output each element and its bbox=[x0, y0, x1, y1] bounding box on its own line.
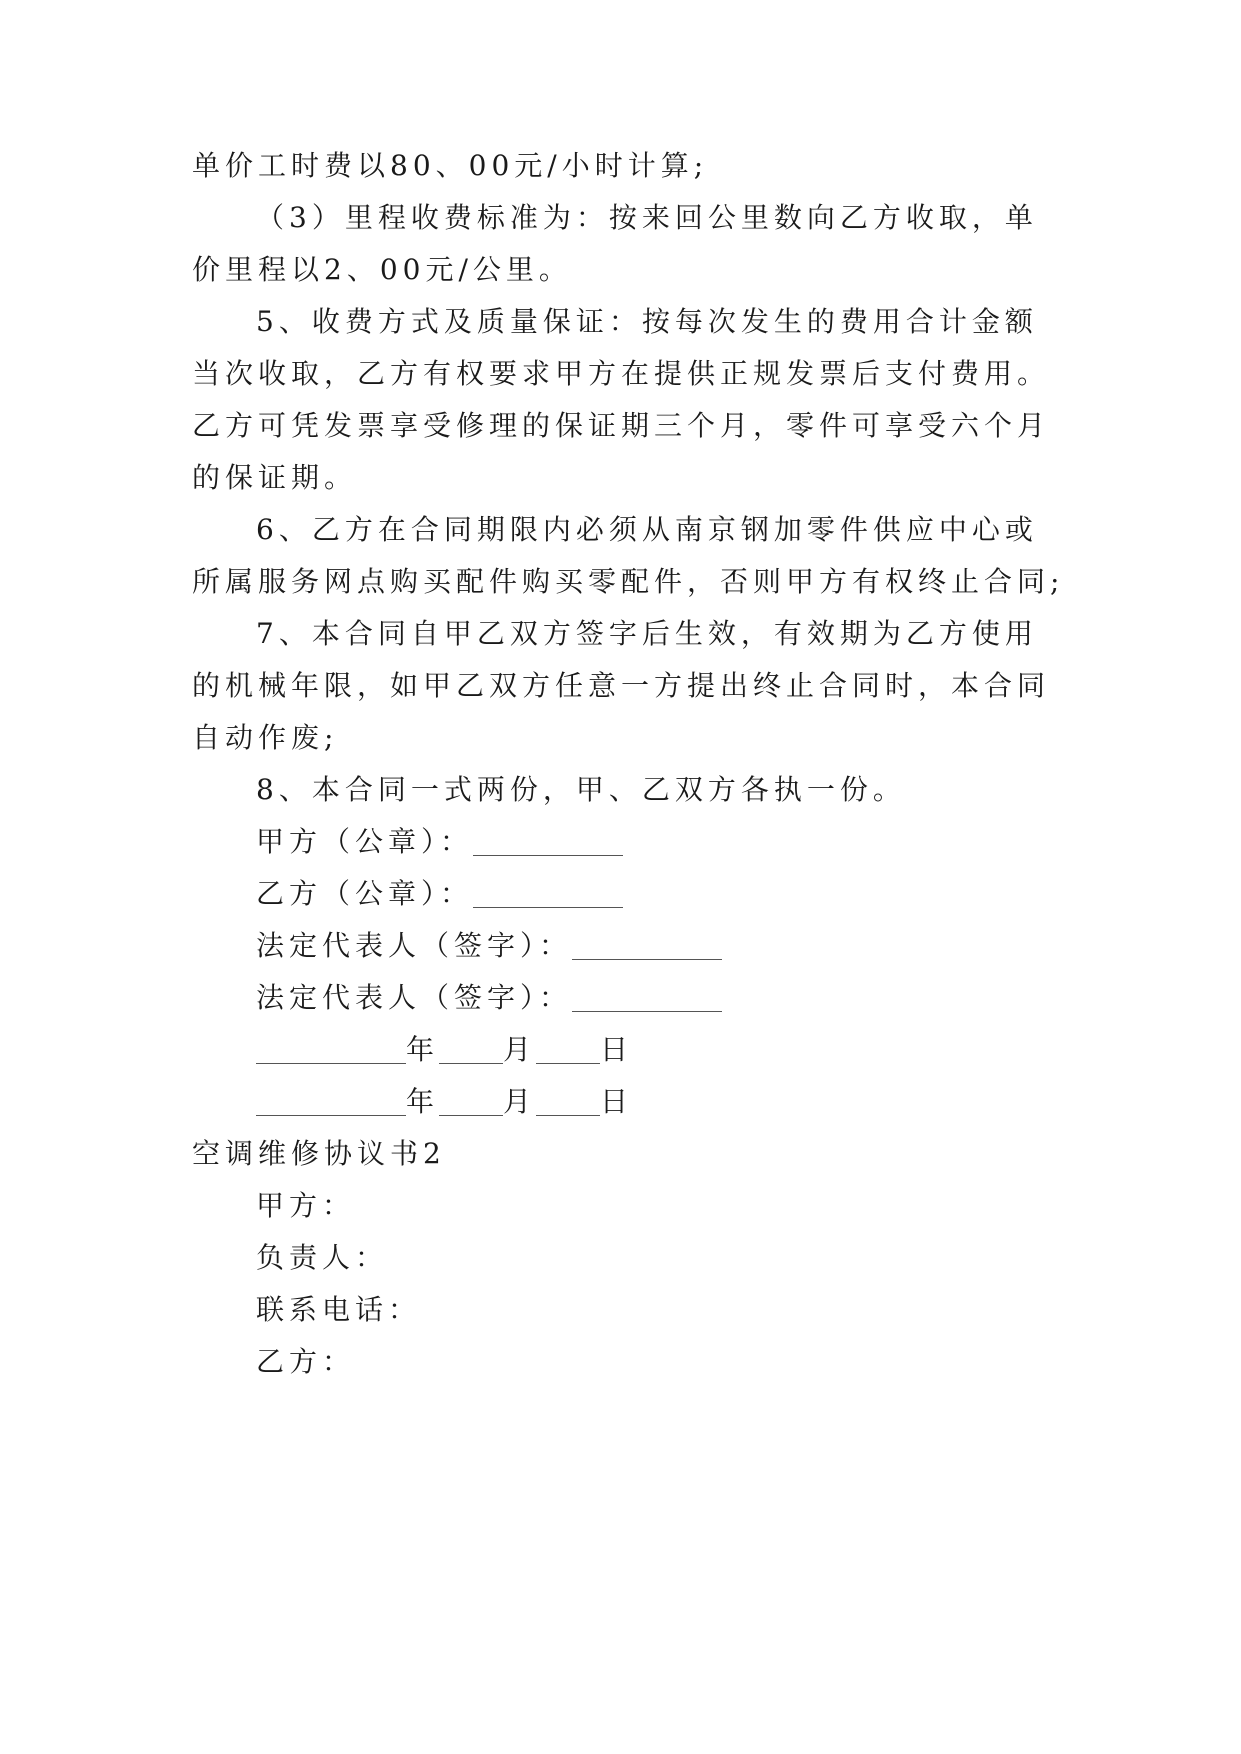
party-a-seal-blank bbox=[473, 825, 623, 856]
date-month-label-2: 月 bbox=[503, 1085, 537, 1118]
date-row-1 bbox=[256, 1030, 633, 1070]
date-year-label-1: 年 bbox=[406, 1033, 440, 1066]
date-month-label-1: 月 bbox=[503, 1033, 537, 1066]
body-line-10: 7、本合同自甲乙双方签字后生效，有效期为乙方使用 bbox=[256, 617, 1038, 650]
legal-rep-row-2 bbox=[256, 978, 722, 1018]
body-line-11: 的机械年限，如甲乙双方任意一方提出终止合同时，本合同 bbox=[192, 669, 1051, 702]
date-year-blank-2 bbox=[256, 1085, 406, 1116]
body-line-13: 8、本合同一式两份，甲、乙双方各执一份。 bbox=[256, 773, 906, 806]
body-line-7: 的保证期。 bbox=[192, 461, 358, 494]
legal-rep-row-1 bbox=[256, 926, 722, 966]
date-day-blank-1 bbox=[536, 1033, 600, 1064]
body-line-8: 6、乙方在合同期限内必须从南京钢加零件供应中心或 bbox=[256, 513, 1038, 546]
body-line-12: 自动作废; bbox=[192, 721, 339, 754]
date-year-label-2: 年 bbox=[406, 1085, 440, 1118]
legal-rep-blank-1 bbox=[572, 929, 722, 960]
body-line-5: 当次收取，乙方有权要求甲方在提供正规发票后支付费用。 bbox=[192, 357, 1051, 390]
legal-rep-label-1: 法定代表人（签字）： bbox=[256, 929, 573, 962]
body-line-3: 价里程以2、00元/公里。 bbox=[192, 253, 572, 286]
body-line-4: 5、收费方式及质量保证：按每次发生的费用合计金额 bbox=[256, 305, 1038, 338]
date-day-blank-2 bbox=[536, 1085, 600, 1116]
body-line-6: 乙方可凭发票享受修理的保证期三个月，零件可享受六个月 bbox=[192, 409, 1051, 442]
section2-title: 空调维修协议书2 bbox=[192, 1137, 446, 1170]
date-row-2 bbox=[256, 1082, 633, 1122]
party-a-seal-row bbox=[256, 822, 623, 862]
date-year-blank-1 bbox=[256, 1033, 406, 1064]
body-line-9: 所属服务网点购买配件购买零配件，否则甲方有权终止合同; bbox=[192, 565, 1065, 598]
section2-party-b: 乙方： bbox=[256, 1345, 356, 1378]
party-b-seal-blank bbox=[473, 877, 623, 908]
legal-rep-label-2: 法定代表人（签字）： bbox=[256, 981, 573, 1014]
body-line-2: （3）里程收费标准为：按来回公里数向乙方收取，单 bbox=[256, 201, 1038, 234]
legal-rep-blank-2 bbox=[572, 981, 722, 1012]
body-line-1: 单价工时费以80、00元/小时计算; bbox=[192, 149, 709, 182]
party-b-seal-label: 乙方（公章）： bbox=[256, 877, 474, 910]
date-month-blank-1 bbox=[439, 1033, 503, 1064]
date-month-blank-2 bbox=[439, 1085, 503, 1116]
party-b-seal-row bbox=[256, 874, 623, 914]
party-a-seal-label: 甲方（公章）： bbox=[256, 825, 474, 858]
section2-phone: 联系电话： bbox=[256, 1293, 422, 1326]
section2-person-in-charge: 负责人： bbox=[256, 1241, 389, 1274]
date-day-label-1: 日 bbox=[600, 1033, 634, 1066]
date-day-label-2: 日 bbox=[600, 1085, 634, 1118]
section2-party-a: 甲方： bbox=[256, 1189, 356, 1222]
